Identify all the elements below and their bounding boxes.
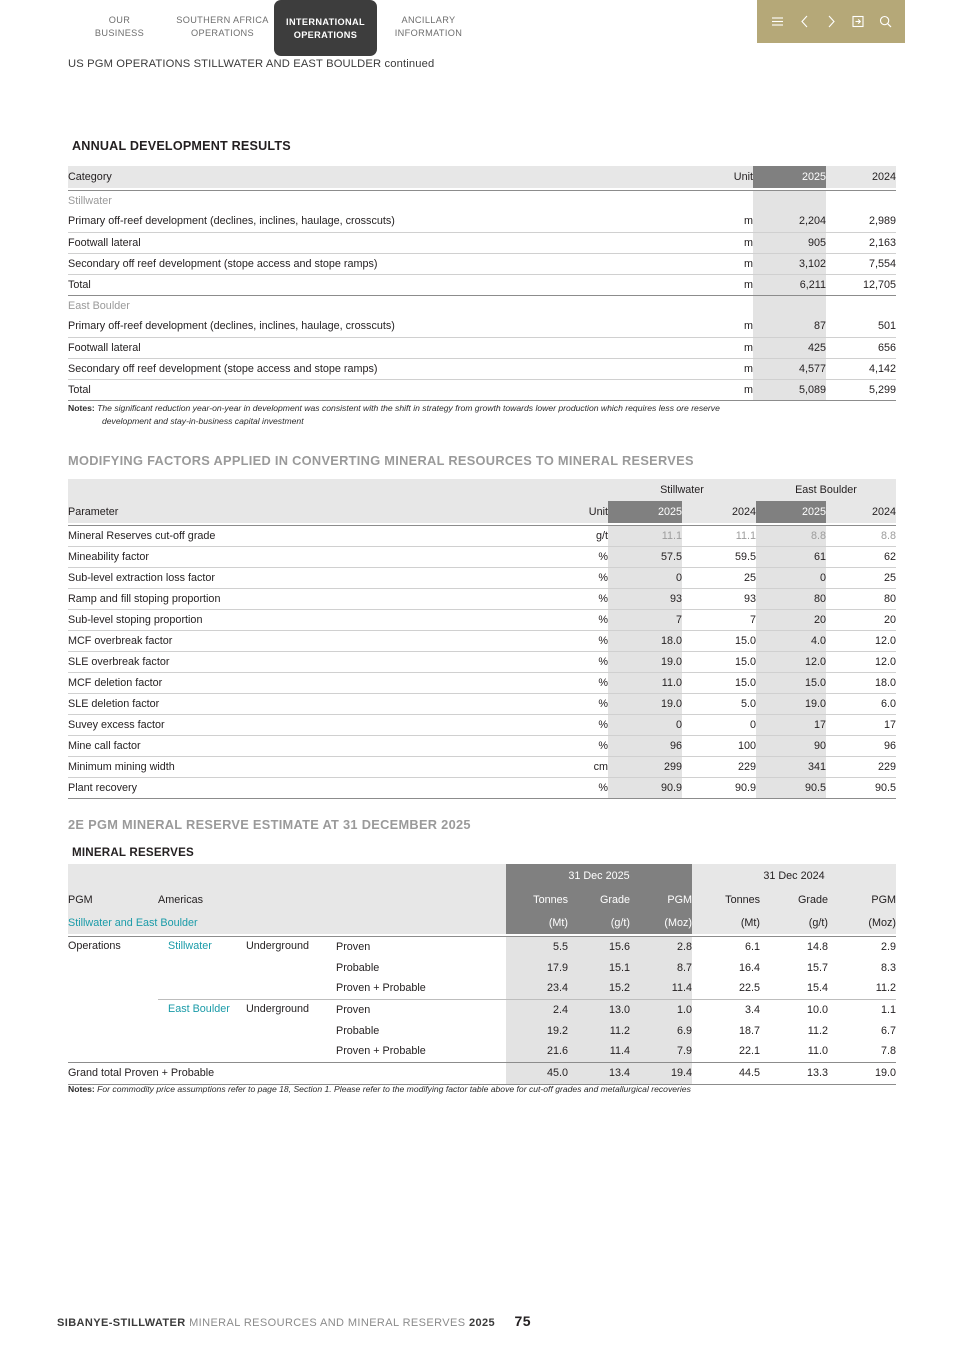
nav-icon-bar (757, 0, 905, 43)
value-pgm-2024: 11.2 (828, 978, 896, 999)
row-unit: m (744, 278, 753, 291)
row-value-sw-2024: 15.0 (734, 676, 756, 689)
row-value-eb-2025: 341 (756, 756, 826, 777)
row-unit: m (744, 320, 753, 333)
value-pgm-2025: 8.7 (630, 957, 692, 978)
footer-brand: SIBANYE-STILLWATER (57, 1317, 186, 1329)
search-icon[interactable] (878, 14, 893, 29)
table-row (68, 358, 896, 379)
value-grade-2025: 11.2 (568, 1020, 630, 1041)
value-pgm-2025: 11.4 (630, 978, 692, 999)
row-unit: m (744, 257, 753, 270)
row-value-2024: 4,142 (868, 362, 896, 375)
exit-icon[interactable] (851, 14, 866, 29)
notes-label: Notes: (68, 1084, 95, 1094)
row-value-eb-2024: 20 (883, 613, 896, 626)
row-label: Total (68, 383, 91, 396)
table-row (68, 316, 896, 337)
col-header-unit: Unit (688, 166, 753, 188)
value-pgm-2024: 2.9 (880, 940, 896, 953)
row-value-eb-2025: 17 (756, 714, 826, 735)
notes-line-2: development and stay-in-business capital investment (102, 415, 304, 426)
method-label: Underground (246, 939, 310, 952)
notes-line-1: The significant reduction year-on-year in development was consistent with the shift in strategy from growth towards lower production which requires less ore reserve (97, 403, 720, 413)
col-header-unit: Unit (542, 501, 608, 523)
unit-header-mt-2024: (Mt) (692, 911, 760, 934)
table-group-header-row (68, 479, 896, 501)
section-title-annual-development-results: ANNUAL DEVELOPMENT RESULTS (72, 139, 291, 153)
value-grade-2024: 10.0 (806, 1003, 828, 1016)
row-value-2025: 87 (753, 316, 826, 337)
value-tonnes-2025: 17.9 (506, 957, 568, 978)
category-label: Probable (336, 961, 380, 974)
row-value-eb-2025: 20 (756, 609, 826, 630)
table-row (68, 588, 896, 609)
nav-tab-ancillary-information[interactable] (377, 0, 480, 56)
row-unit: % (598, 718, 608, 731)
row-value-sw-2025: 299 (608, 756, 682, 777)
table-header-row (68, 888, 896, 911)
mine-label-stillwater: Stillwater (168, 939, 212, 952)
nav-tabs (68, 0, 480, 56)
value-grade-2025: 11.4 (568, 1041, 630, 1062)
col-header-pgm-2025: PGM (630, 888, 692, 911)
row-value-eb-2024: 8.8 (880, 529, 896, 542)
value-grade-2024: 11.0 (807, 1045, 828, 1058)
row-unit: m (744, 215, 753, 228)
table-row (68, 756, 896, 777)
row-value-eb-2024: 62 (883, 550, 896, 563)
row-value-sw-2024: 15.0 (734, 634, 756, 647)
row-value-sw-2025: 96 (608, 735, 682, 756)
row-unit: % (598, 613, 608, 626)
category-label: Probable (336, 1024, 380, 1037)
value-tonnes-2024: 22.1 (738, 1045, 760, 1058)
col-header-east-boulder-2025: 2025 (756, 501, 826, 523)
table-row (68, 567, 896, 588)
grand-total-tonnes-2025: 45.0 (506, 1062, 568, 1084)
row-value-2025: 4,577 (753, 358, 826, 379)
value-tonnes-2025: 5.5 (506, 936, 568, 957)
method-label: Underground (236, 999, 326, 1062)
row-value-2024: 12,705 (862, 278, 896, 291)
section-title-2e-pgm-reserve-estimate: 2E PGM MINERAL RESERVE ESTIMATE AT 31 DECEMBER 2025 (68, 817, 471, 832)
table-row (68, 253, 896, 274)
row-label: Primary off-reef development (declines, inclines, haulage, crosscuts) (68, 215, 395, 228)
page-footer (57, 1313, 531, 1329)
row-value-sw-2025: 90.9 (608, 777, 682, 798)
row-value-eb-2024: 17 (883, 718, 896, 731)
table-total-row (68, 274, 896, 295)
table-group-header-east-boulder (68, 295, 896, 316)
unit-header-gt-2024: (g/t) (760, 911, 828, 934)
row-value-eb-2025: 90 (756, 735, 826, 756)
row-value-2024: 2,163 (868, 236, 896, 249)
unit-header-mt-2025: (Mt) (506, 911, 568, 934)
category-label: Proven + Probable (336, 1045, 426, 1058)
row-value-sw-2024: 15.0 (734, 655, 756, 668)
row-value-sw-2025: 0 (608, 567, 682, 588)
table-row (68, 936, 896, 957)
value-tonnes-2025: 21.6 (506, 1041, 568, 1062)
row-label: MCF deletion factor (68, 676, 163, 689)
row-unit: cm (593, 760, 608, 773)
row-unit: % (598, 697, 608, 710)
notes-mineral-reserves (68, 1083, 908, 1096)
value-pgm-2025: 7.9 (630, 1041, 692, 1062)
row-value-eb-2024: 6.0 (880, 697, 896, 710)
row-label: Suvey excess factor (68, 718, 165, 731)
table-body-mineral-reserves (68, 936, 896, 1084)
value-pgm-2025: 2.8 (630, 936, 692, 957)
col-header-east-boulder-2024: 2024 (826, 501, 896, 523)
next-page-icon[interactable] (824, 14, 839, 29)
row-label: SLE deletion factor (68, 697, 160, 710)
row-label: Plant recovery (68, 781, 138, 794)
table-row (68, 777, 896, 798)
row-value-2025: 425 (753, 337, 826, 358)
col-header-pgm-2024: PGM (828, 888, 896, 911)
row-unit: % (598, 550, 608, 563)
nav-tab-line2: OPERATIONS (190, 28, 255, 38)
top-navigation (0, 0, 965, 56)
col-header-tonnes-2024: Tonnes (692, 888, 760, 911)
row-label: Mineability factor (68, 550, 150, 563)
grand-total-label: Grand total Proven + Probable (68, 1067, 215, 1079)
category-label: Proven + Probable (326, 978, 506, 999)
col-header-category: Category (68, 166, 688, 188)
col-header-2025: 2025 (753, 166, 826, 188)
nav-tab-southern-africa-operations[interactable] (171, 0, 274, 56)
table-unit-header-row (68, 911, 896, 934)
unit-header-moz-2024: (Moz) (828, 911, 896, 934)
row-value-2025: 905 (753, 232, 826, 253)
table-row (68, 693, 896, 714)
row-value-eb-2025: 19.0 (756, 693, 826, 714)
row-value-sw-2025: 0 (608, 714, 682, 735)
row-label: Minimum mining width (68, 760, 175, 773)
row-value-eb-2024: 18.0 (874, 676, 896, 689)
table-header-row (68, 166, 896, 188)
value-tonnes-2024: 22.5 (692, 978, 760, 999)
col-header-2024: 2024 (826, 166, 896, 188)
row-value-sw-2025: 18.0 (608, 630, 682, 651)
row-value-sw-2024: 25 (743, 571, 756, 584)
table-row (68, 232, 896, 253)
value-grade-2024: 14.8 (806, 940, 828, 953)
grand-total-grade-2025: 13.4 (568, 1062, 630, 1084)
value-tonnes-2024: 16.4 (738, 961, 760, 974)
row-value-eb-2024: 90.5 (874, 781, 896, 794)
nav-tab-our-business[interactable] (68, 0, 171, 56)
period-header-31-dec-2025: 31 Dec 2025 (506, 864, 692, 888)
value-tonnes-2025: 23.4 (506, 978, 568, 999)
row-label: Secondary off reef development (stope access and stope ramps) (68, 362, 378, 375)
row-value-eb-2024: 12.0 (874, 634, 896, 647)
row-unit: m (744, 236, 753, 249)
footer-page-number: 75 (514, 1313, 531, 1329)
value-pgm-2024: 1.1 (880, 1003, 896, 1016)
row-unit: % (598, 676, 608, 689)
table-row (68, 211, 896, 232)
grand-total-grade-2024: 13.3 (806, 1067, 828, 1079)
row-value-eb-2025: 80 (756, 588, 826, 609)
table-row (68, 630, 896, 651)
row-value-eb-2024: 96 (883, 739, 896, 752)
period-header-31-dec-2024: 31 Dec 2024 (692, 864, 896, 888)
row-label: Footwall lateral (68, 236, 141, 249)
group-label: East Boulder (68, 299, 130, 312)
value-pgm-2024: 6.7 (880, 1024, 896, 1037)
unit-header-moz-2025: (Moz) (630, 911, 692, 934)
row-unit: g/t (595, 529, 608, 542)
row-value-eb-2025: 12.0 (756, 651, 826, 672)
value-grade-2025: 13.0 (568, 999, 630, 1020)
col-header-pgm: PGM (68, 888, 158, 911)
row-unit: m (744, 362, 753, 375)
row-value-sw-2024: 100 (737, 739, 756, 752)
row-unit: % (598, 655, 608, 668)
value-pgm-2024: 8.3 (880, 961, 896, 974)
notes-text: For commodity price assumptions refer to page 18, Section 1. Please refer to the modifying factor table above for cut-off grades and metallurgical recoveries (97, 1084, 691, 1094)
row-value-eb-2025: 15.0 (756, 672, 826, 693)
row-value-eb-2025: 4.0 (756, 630, 826, 651)
row-unit: m (744, 383, 753, 396)
row-value-sw-2024: 5.0 (740, 697, 756, 710)
previous-page-icon[interactable] (797, 14, 812, 29)
table-row (68, 999, 896, 1020)
value-tonnes-2024: 6.1 (744, 940, 760, 953)
value-grade-2025: 15.2 (568, 978, 630, 999)
section-title-modifying-factors: MODIFYING FACTORS APPLIED IN CONVERTING MINERAL RESOURCES TO MINERAL RESERVES (68, 453, 694, 468)
col-header-parameter: Parameter (68, 501, 542, 523)
row-value-2025: 6,211 (753, 274, 826, 295)
col-header-grade-2024: Grade (760, 888, 828, 911)
row-unit: % (598, 634, 608, 647)
mine-label-east-boulder: East Boulder (158, 999, 236, 1062)
table-body-modifying-factors (68, 525, 896, 798)
row-value-eb-2024: 12.0 (874, 655, 896, 668)
row-label: Mineral Reserves cut-off grade (68, 529, 216, 542)
row-label: Primary off-reef development (declines, inclines, haulage, crosscuts) (68, 320, 395, 333)
row-value-2025: 2,204 (753, 211, 826, 232)
table-row (68, 735, 896, 756)
table-row (68, 651, 896, 672)
row-value-2024: 7,554 (868, 257, 896, 270)
row-value-sw-2025: 11.0 (608, 672, 682, 693)
row-label: Secondary off reef development (stope access and stope ramps) (68, 257, 378, 270)
subsection-title-mineral-reserves: MINERAL RESERVES (72, 846, 194, 859)
col-header-grade-2025: Grade (568, 888, 630, 911)
col-header-stillwater-2025: 2025 (608, 501, 682, 523)
nav-tab-line1: SOUTHERN AFRICA (176, 15, 269, 25)
row-unit: % (598, 571, 608, 584)
table-period-header-row (68, 864, 896, 888)
col-header-tonnes-2025: Tonnes (506, 888, 568, 911)
value-pgm-2025: 6.9 (630, 1020, 692, 1041)
breadcrumb: US PGM OPERATIONS STILLWATER AND EAST BOULDER continued (68, 58, 435, 70)
row-unit: % (598, 739, 608, 752)
menu-icon[interactable] (770, 14, 785, 29)
row-value-eb-2025: 8.8 (756, 525, 826, 546)
col-header-americas: Americas (158, 888, 506, 911)
value-pgm-2024: 7.8 (880, 1045, 896, 1058)
nav-tab-line2: BUSINESS (94, 28, 145, 38)
value-pgm-2025: 1.0 (630, 999, 692, 1020)
footer-document-title: MINERAL RESOURCES AND MINERAL RESERVES (189, 1317, 466, 1329)
row-label: Footwall lateral (68, 341, 141, 354)
table-header-row (68, 501, 896, 523)
value-tonnes-2024: 3.4 (744, 1003, 760, 1016)
row-label: MCF overbreak factor (68, 634, 173, 647)
value-grade-2025: 15.1 (568, 957, 630, 978)
operations-label: Operations (68, 939, 121, 952)
group-label: Stillwater (68, 194, 112, 207)
row-value-sw-2025: 11.1 (608, 525, 682, 546)
value-grade-2024: 11.2 (807, 1024, 828, 1037)
row-value-sw-2024: 11.1 (735, 529, 756, 542)
row-value-2025: 3,102 (753, 253, 826, 274)
row-value-sw-2024: 93 (743, 592, 756, 605)
row-value-2024: 656 (877, 341, 896, 354)
row-value-2024: 5,299 (868, 383, 896, 396)
row-value-2024: 501 (877, 320, 896, 333)
row-unit: % (598, 592, 608, 605)
table-mineral-reserves (68, 864, 896, 1085)
group-label-stillwater-and-east-boulder: Stillwater and East Boulder (68, 911, 506, 934)
table-row (68, 337, 896, 358)
table-row (68, 546, 896, 567)
row-value-2024: 2,989 (868, 215, 896, 228)
value-grade-2025: 15.6 (568, 936, 630, 957)
row-label: SLE overbreak factor (68, 655, 170, 668)
col-header-stillwater-2024: 2024 (682, 501, 756, 523)
value-grade-2024: 15.4 (760, 978, 828, 999)
group-header-east-boulder: East Boulder (756, 479, 896, 501)
row-value-sw-2025: 93 (608, 588, 682, 609)
table-row (68, 609, 896, 630)
unit-header-gt-2025: (g/t) (568, 911, 630, 934)
row-unit: m (744, 341, 753, 354)
table-total-row (68, 379, 896, 400)
nav-tab-line2: INFORMATION (394, 28, 463, 38)
row-value-eb-2025: 0 (756, 567, 826, 588)
row-label: Sub-level extraction loss factor (68, 571, 216, 584)
row-value-eb-2025: 61 (756, 546, 826, 567)
nav-tab-line1: ANCILLARY (401, 15, 456, 25)
row-value-sw-2024: 7 (749, 613, 756, 626)
table-row (68, 714, 896, 735)
group-header-stillwater: Stillwater (608, 479, 756, 501)
row-value-eb-2025: 90.5 (756, 777, 826, 798)
table-row (68, 525, 896, 546)
row-value-sw-2024: 59.5 (734, 550, 756, 563)
value-tonnes-2025: 19.2 (506, 1020, 568, 1041)
row-value-eb-2024: 25 (883, 571, 896, 584)
nav-tab-line1: OUR (108, 15, 131, 25)
category-label: Proven (336, 1003, 371, 1016)
row-label: Mine call factor (68, 739, 141, 752)
row-value-sw-2025: 19.0 (608, 651, 682, 672)
nav-tab-line1: INTERNATIONAL (286, 17, 365, 27)
notes-label: Notes: (68, 403, 95, 413)
row-value-eb-2024: 80 (883, 592, 896, 605)
table-modifying-factors (68, 479, 896, 799)
row-value-sw-2025: 7 (608, 609, 682, 630)
notes-annual-development (68, 402, 908, 427)
row-value-sw-2024: 229 (737, 760, 756, 773)
row-label: Sub-level stoping proportion (68, 613, 203, 626)
footer-year: 2025 (468, 1317, 496, 1329)
row-label: Total (68, 278, 91, 291)
grand-total-tonnes-2024: 44.5 (738, 1067, 760, 1079)
table-grand-total-row (68, 1062, 896, 1084)
value-tonnes-2024: 18.7 (738, 1024, 760, 1037)
row-value-sw-2025: 57.5 (608, 546, 682, 567)
row-value-eb-2024: 229 (877, 760, 896, 773)
table-row (68, 672, 896, 693)
row-value-sw-2024: 90.9 (734, 781, 756, 794)
row-value-sw-2025: 19.0 (608, 693, 682, 714)
category-label: Proven (336, 940, 371, 953)
row-value-2025: 5,089 (753, 379, 826, 400)
nav-tab-international-operations[interactable] (274, 0, 377, 56)
table-annual-development-results (68, 166, 896, 401)
row-unit: % (598, 781, 608, 794)
table-group-header-stillwater (68, 190, 896, 211)
grand-total-pgm-2025: 19.4 (630, 1062, 692, 1084)
grand-total-pgm-2024: 19.0 (874, 1067, 896, 1079)
nav-tab-line2: OPERATIONS (293, 30, 358, 40)
row-value-sw-2024: 0 (749, 718, 756, 731)
value-tonnes-2025: 2.4 (506, 999, 568, 1020)
value-grade-2024: 15.7 (806, 961, 828, 974)
row-label: Ramp and fill stoping proportion (68, 592, 221, 605)
